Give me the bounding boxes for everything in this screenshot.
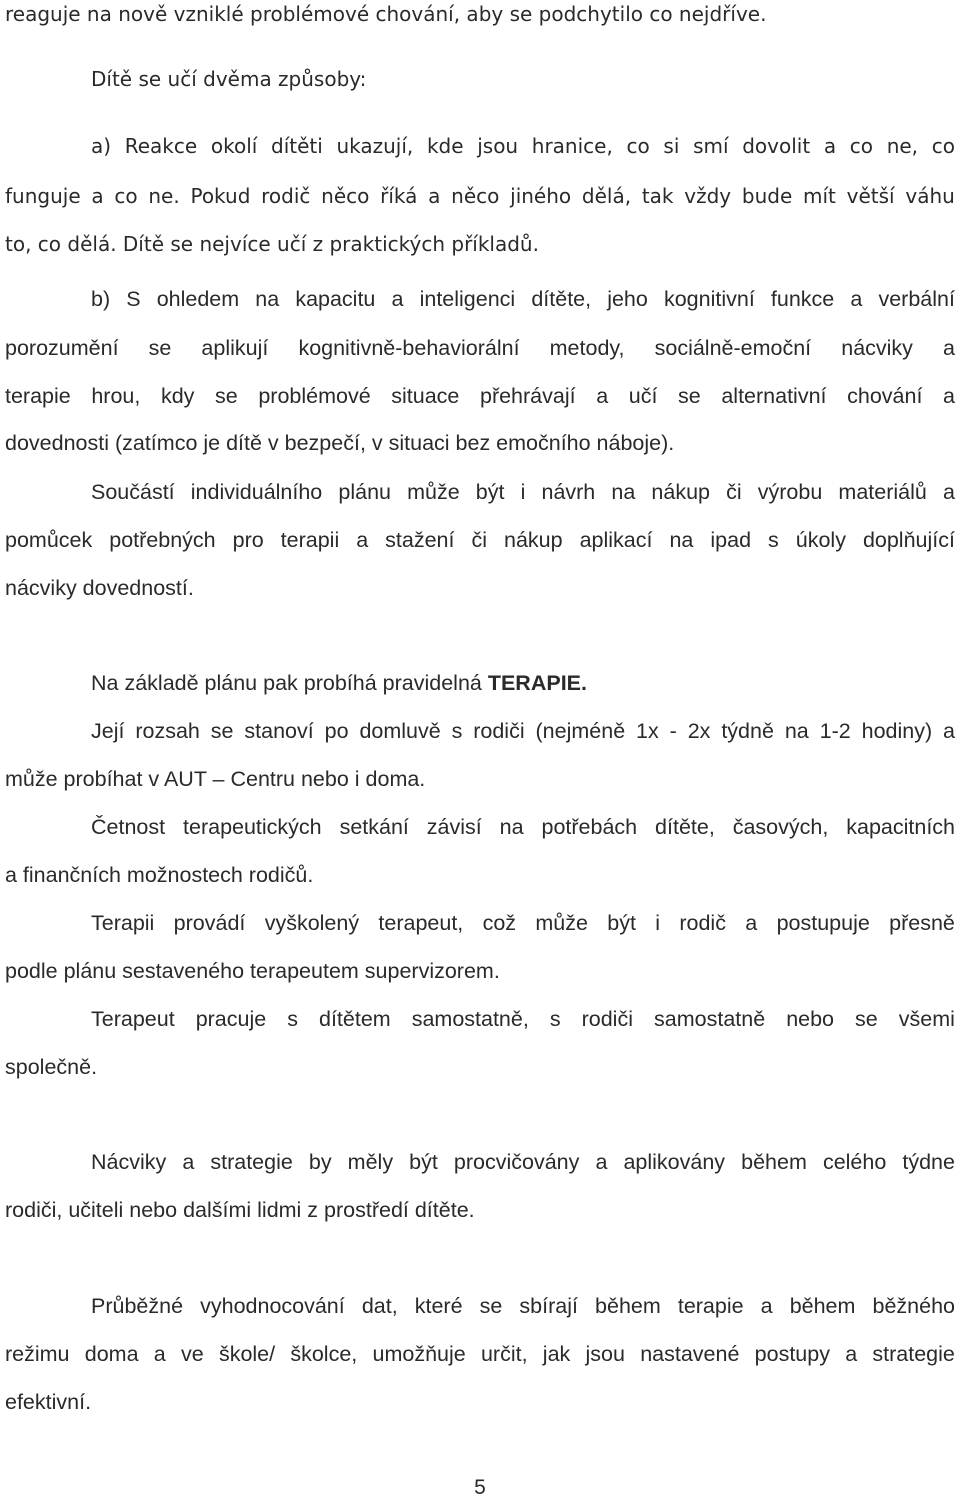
word: na (669, 528, 694, 552)
word: strategie (872, 1342, 955, 1366)
word: b) (91, 287, 111, 311)
word: a (428, 184, 441, 208)
word: ohledem (156, 287, 240, 311)
word: verbální (878, 287, 955, 311)
text-line-justified (5, 334, 955, 362)
word: Terapeut (91, 1007, 175, 1031)
word: aplikací (579, 528, 653, 552)
word: alternativní (721, 384, 827, 408)
word: rodiči (473, 719, 525, 743)
word: samostatně (654, 1007, 766, 1031)
word: Reakce (124, 134, 198, 158)
text-line: společně. (5, 1055, 98, 1079)
word: potřebách (541, 815, 638, 839)
word: pomůcek (5, 528, 93, 552)
word: se (678, 384, 701, 408)
text-line: může probíhat v AUT – Centru nebo i doma. (5, 767, 426, 791)
word: školce, (290, 1342, 358, 1366)
text-line-justified (91, 1148, 955, 1176)
word: a (943, 384, 955, 408)
word: mít (803, 184, 836, 208)
word: (nejméně (535, 719, 626, 743)
word: smí (693, 134, 729, 158)
word: na (255, 287, 280, 311)
word: Terapii (91, 911, 155, 935)
word: by (308, 1150, 332, 1174)
text-line-justified (91, 909, 955, 937)
word: plánu (338, 480, 391, 504)
text-line-justified (91, 1292, 955, 1320)
word: porozumění (5, 336, 119, 360)
word: terapeut, (378, 911, 464, 935)
word: funkce (770, 287, 835, 311)
word: což (482, 911, 517, 935)
word: materiálů (838, 480, 927, 504)
word: Průběžné (91, 1294, 184, 1318)
word: inteligenci (419, 287, 516, 311)
word: a (596, 384, 609, 408)
word: sociálně-emoční (654, 336, 812, 360)
word: umožňuje (372, 1342, 466, 1366)
word: a (153, 1342, 166, 1366)
word: závisí (426, 815, 482, 839)
word: učí (628, 384, 658, 408)
word: na (611, 480, 636, 504)
word: - (669, 719, 677, 743)
word: 1-2 (819, 719, 851, 743)
word: bude (741, 184, 793, 208)
word: metody, (549, 336, 625, 360)
word: kapacitních (846, 815, 955, 839)
word: jsou (585, 1342, 625, 1366)
word: nácviky (841, 336, 913, 360)
word: potřebných (109, 528, 216, 552)
word: něco (321, 184, 370, 208)
word: rodiči (581, 1007, 633, 1031)
text-line-justified (91, 478, 955, 506)
word: na (784, 719, 809, 743)
word: běžného (872, 1294, 955, 1318)
word: kde (426, 134, 464, 158)
word: aplikují (201, 336, 269, 360)
word: vždy (684, 184, 732, 208)
word: pro (232, 528, 264, 552)
word: okolí (210, 134, 258, 158)
text-line: dovednosti (zatímco je dítě v bezpečí, v situaci bez emočního náboje). (5, 431, 675, 455)
word: vyhodnocování (200, 1294, 345, 1318)
word: aplikovány (623, 1150, 726, 1174)
word: ipad (710, 528, 752, 552)
word: kapacitu (295, 287, 376, 311)
text-line-justified (5, 1340, 955, 1368)
word: 2x (687, 719, 711, 743)
word: úkoly (795, 528, 846, 552)
text-line-justified (91, 1005, 955, 1033)
word: celého (822, 1150, 887, 1174)
text-line-justified (5, 526, 955, 554)
word: hranice, (531, 134, 613, 158)
word: situace (391, 384, 460, 408)
word: či (726, 480, 742, 504)
word: doma (84, 1342, 139, 1366)
word: a (182, 1150, 195, 1174)
word: Její (91, 719, 125, 743)
word: strategie (210, 1150, 293, 1174)
text-line: reaguje na nově vzniklé problémové chování, aby se podchytilo co nejdříve. (5, 2, 767, 26)
word: rodič (679, 911, 726, 935)
word: kdy (160, 384, 195, 408)
word: a (356, 528, 369, 552)
word: a (391, 287, 404, 311)
word: ukazují, (336, 134, 414, 158)
word: ve (180, 1342, 204, 1366)
word: terapie (5, 384, 71, 408)
word: může (407, 480, 460, 504)
word: samostatně, (411, 1007, 529, 1031)
word: rodič (261, 184, 311, 208)
word: postupuje (776, 911, 870, 935)
word: váhu (905, 184, 955, 208)
text-line: to, co dělá. Dítě se nejvíce učí z praktických příkladů. (5, 232, 539, 256)
word: Pokud (190, 184, 251, 208)
word: 1x (636, 719, 659, 743)
word: dítěte, (531, 287, 592, 311)
word: hrou, (91, 384, 141, 408)
word: které (414, 1294, 463, 1318)
word: se (855, 1007, 878, 1031)
word: co (931, 134, 955, 158)
word: se (215, 384, 238, 408)
word: během (789, 1294, 856, 1318)
word: nebo (786, 1007, 835, 1031)
word: říká (380, 184, 418, 208)
text-span: Na základě plánu pak probíhá pravidelná (91, 671, 488, 695)
word: a (595, 1150, 608, 1174)
word: funguje (5, 184, 81, 208)
word: a (942, 480, 955, 504)
word: dítětem (318, 1007, 391, 1031)
word: během (741, 1150, 807, 1174)
word: i (655, 911, 661, 935)
text-line-justified (91, 132, 955, 160)
word: s (451, 719, 463, 743)
word: co (626, 134, 650, 158)
word: problémové (258, 384, 371, 408)
word: i (520, 480, 526, 504)
word: se (479, 1294, 503, 1318)
word: určit, (480, 1342, 528, 1366)
word: jeho (607, 287, 648, 311)
word: týdně (721, 719, 774, 743)
therapy-keyword: TERAPIE. (487, 671, 587, 695)
word: dělá, (581, 184, 632, 208)
word: návrh (541, 480, 596, 504)
word: dat, (361, 1294, 398, 1318)
word: Součástí (91, 480, 175, 504)
word: setkání (339, 815, 409, 839)
word: Nácviky (91, 1150, 167, 1174)
word: dítěte, (655, 815, 715, 839)
word: škole/ (218, 1342, 276, 1366)
word: časových, (732, 815, 829, 839)
text-line-justified (91, 285, 955, 313)
word: jak (542, 1342, 571, 1366)
word: a (850, 287, 863, 311)
word: týdne (902, 1150, 955, 1174)
word: ne. (148, 184, 180, 208)
word: jsou (477, 134, 519, 158)
word: nákup (651, 480, 711, 504)
word: individuálního (190, 480, 323, 504)
word: může (535, 911, 588, 935)
text-line-justified (91, 813, 955, 841)
therapy-heading-line (91, 669, 587, 697)
word: a (943, 719, 955, 743)
word: během (595, 1294, 661, 1318)
text-line: rodiči, učiteli nebo dalšími lidmi z prostředí dítěte. (5, 1198, 475, 1222)
text-line-justified (91, 717, 955, 745)
word: Četnost (91, 815, 166, 839)
word: kognitivní (663, 287, 755, 311)
word: pracuje (195, 1007, 267, 1031)
word: a (943, 336, 955, 360)
word: a) (91, 134, 112, 158)
word: a (845, 1342, 858, 1366)
word: co (849, 134, 874, 158)
word: přesně (889, 911, 955, 935)
word: s (549, 1007, 561, 1031)
word: být (409, 1150, 438, 1174)
word: dovolit (742, 134, 811, 158)
word: režimu (5, 1342, 70, 1366)
word: výrobu (757, 480, 823, 504)
word: rozsah (135, 719, 200, 743)
word: chování (847, 384, 923, 408)
text-line-justified (5, 182, 955, 210)
word: S (126, 287, 141, 311)
word: sbírají (519, 1294, 578, 1318)
word: dítěti (271, 134, 323, 158)
word: být (607, 911, 636, 935)
text-line: nácviky dovedností. (5, 576, 194, 600)
word: se (210, 719, 234, 743)
word: a (760, 1294, 773, 1318)
text-line: a finančních možnostech rodičů. (5, 863, 314, 887)
word: nastavené (640, 1342, 740, 1366)
word: či (471, 528, 488, 552)
word: něco (451, 184, 500, 208)
word: a (823, 134, 837, 158)
word: všemi (898, 1007, 955, 1031)
word: na (499, 815, 524, 839)
word: co (114, 184, 138, 208)
word: procvičovány (453, 1150, 580, 1174)
word: doplňující (862, 528, 955, 552)
word: hodiny) (861, 719, 933, 743)
word: měly (347, 1150, 394, 1174)
word: přehrávají (479, 384, 576, 408)
word: nákup (504, 528, 563, 552)
word: provádí (173, 911, 246, 935)
page-number: 5 (474, 1476, 486, 1499)
text-line: podle plánu sestaveného terapeutem supervizorem. (5, 959, 500, 983)
word: tak (641, 184, 674, 208)
word: terapeutických (183, 815, 322, 839)
word: stanoví (244, 719, 314, 743)
word: postupy (754, 1342, 830, 1366)
word: si (663, 134, 680, 158)
word: stažení (385, 528, 455, 552)
text-line: Dítě se učí dvěma způsoby: (91, 67, 367, 91)
word: terapii (280, 528, 340, 552)
word: s (768, 528, 779, 552)
word: vyškolený (264, 911, 360, 935)
word: být (475, 480, 505, 504)
word: domluvě (359, 719, 441, 743)
word: větší (846, 184, 895, 208)
word: po (324, 719, 349, 743)
word: s (287, 1007, 298, 1031)
word: kognitivně-behaviorální (298, 336, 520, 360)
word: se (148, 336, 172, 360)
word: jiného (510, 184, 572, 208)
word: a (91, 184, 104, 208)
text-line-justified (5, 382, 955, 410)
word: a (745, 911, 758, 935)
word: ne, (886, 134, 919, 158)
text-line: efektivní. (5, 1390, 92, 1414)
word: terapie (677, 1294, 744, 1318)
